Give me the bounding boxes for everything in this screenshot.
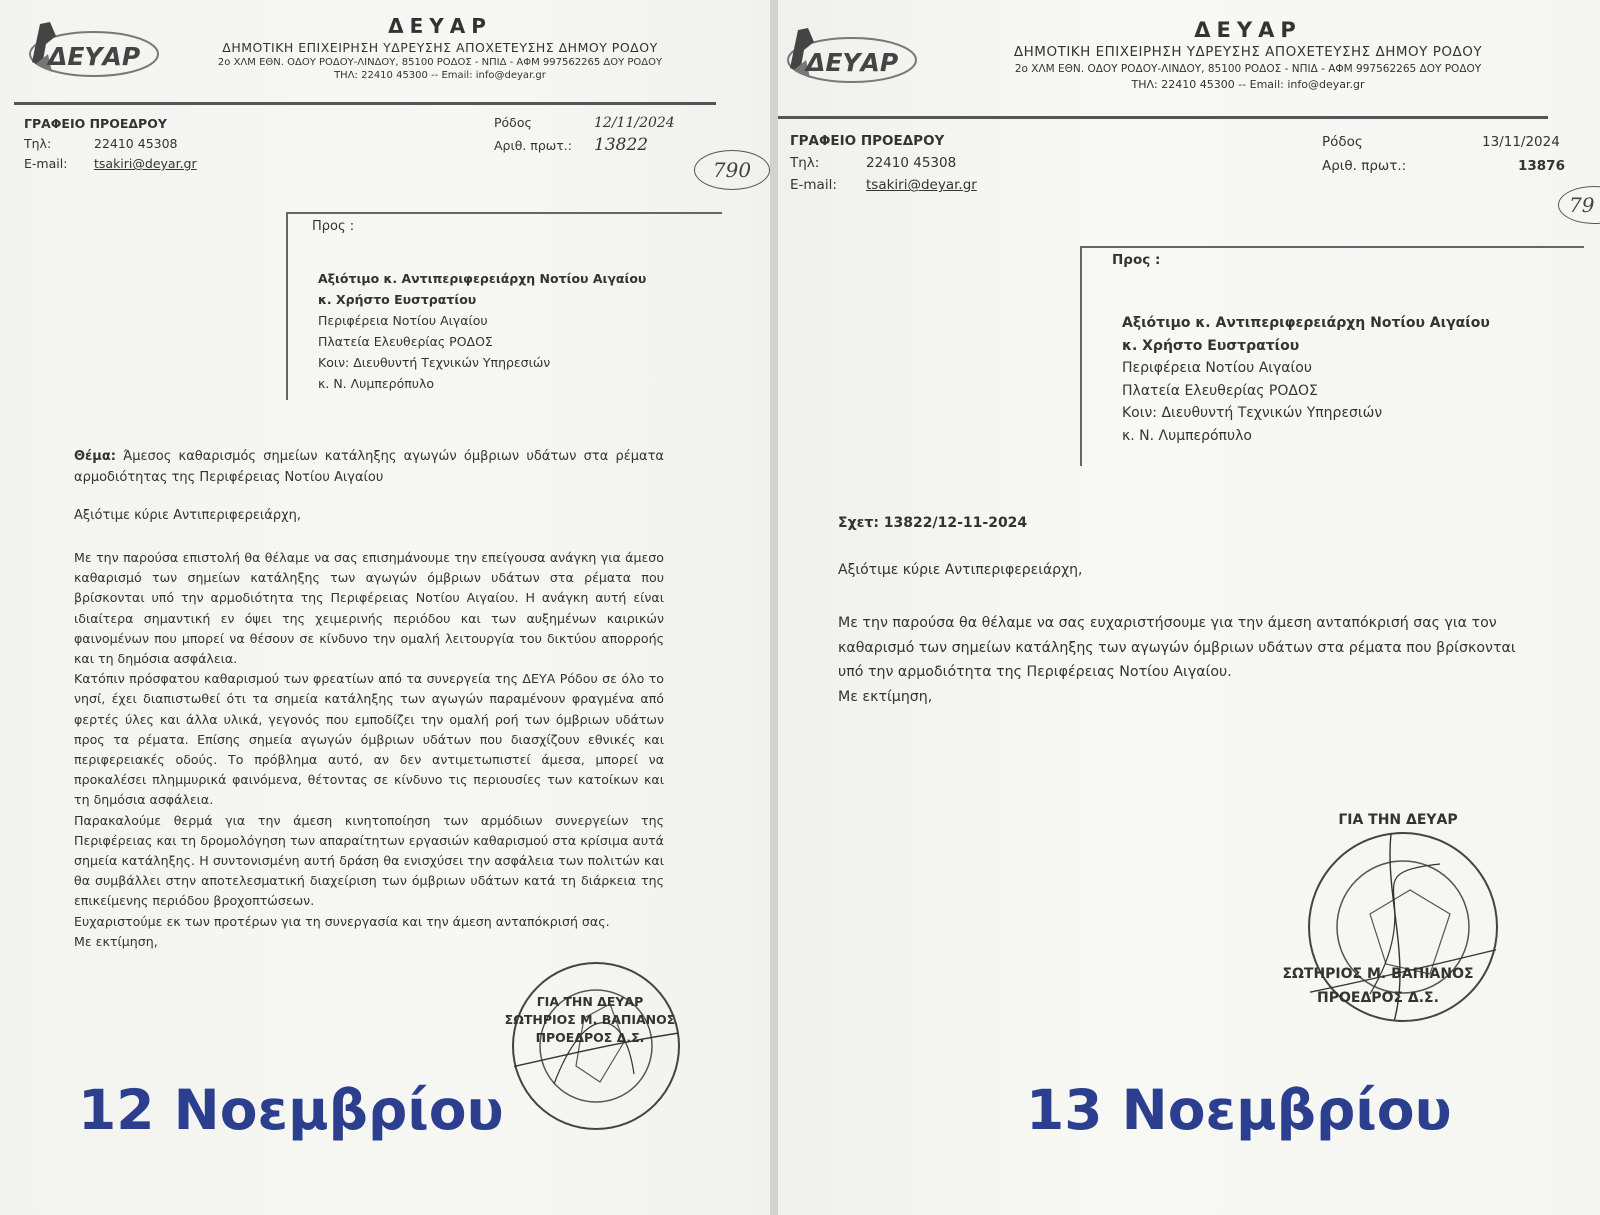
sign-name: ΣΩΤΗΡΙΟΣ Μ. ΒΑΠΙΑΝΟΣ	[1282, 966, 1474, 982]
recipient-address	[1122, 312, 1490, 447]
recipient-line: Πλατεία Ελευθερίας ΡΟΔΟΣ	[318, 334, 493, 349]
sign-title: ΠΡΟΕΔΡΟΣ Δ.Σ.	[1317, 990, 1439, 1006]
to-label: Προς :	[312, 219, 355, 234]
sign-for: ΓΙΑ ΤΗΝ ΔΕΥΑΡ	[536, 994, 644, 1009]
email-label: E-mail:	[24, 156, 68, 171]
subject-label: Θέμα:	[74, 449, 116, 464]
page-divider	[770, 0, 778, 1215]
logo-wordmark: ΔΕΥΑΡ	[806, 48, 899, 77]
recipient-line: Αξιότιμο κ. Αντιπεριφερειάρχη Νοτίου Αιγαίου	[1122, 315, 1490, 331]
caption-date: 12 Νοεμβρίου	[78, 1078, 504, 1142]
date-value: 12/11/2024	[594, 115, 675, 131]
org-header	[190, 14, 690, 81]
org-address: 2ο ΧΛΜ ΕΘΝ. ΟΔΟΥ ΡΟΔΟΥ-ΛΙΝΔΟΥ, 85100 ΡΟΔΟΣ - ΝΠΙΔ - ΑΦΜ 997562265 ΔΟΥ ΡΟΔΟΥ	[217, 57, 663, 68]
frame-corner	[702, 212, 722, 214]
email-value: tsakiri@deyar.gr	[866, 177, 977, 193]
protocol-label: Αριθ. πρωτ.:	[494, 138, 572, 153]
org-full-name: ΔΗΜΟΤΙΚΗ ΕΠΙΧΕΙΡΗΣΗ ΥΔΡΕΥΣΗΣ ΑΠΟΧΕΤΕΥΣΗΣ ΔΗΜΟΥ ΡΟΔΟΥ	[222, 40, 658, 55]
org-header	[978, 18, 1518, 91]
protocol-value: 13876	[1518, 158, 1565, 174]
recipient-address	[318, 268, 646, 394]
body-paragraph: Με την παρούσα θα θέλαμε να σας ευχαριστήσουμε για την άμεση ανταπόκρισή σας για τον καθαρισμό των σημείων κατάληξης των αγωγών όμβριων υδάτων στα ρέματα που βρίσκονται υπό την αρμοδιότητα της Περιφέρειας Νοτίου Αιγαίου.	[838, 615, 1516, 680]
place-label: Ρόδος	[1322, 134, 1363, 150]
handwritten-number: 790	[694, 150, 770, 190]
body-paragraph: Παρακαλούμε θερμά για την άμεση κινητοποίηση των αρμόδιων συνεργείων της Περιφέρειας και τη δρομολόγηση των απαραίτητων εργασιών καθαρισμού στα κρίσιμα αυτά σημεία κατάληξης. Η συντονισμένη αυτή δράση θα ενισχύσει την ασφάλεια των πολιτών και θα συμβάλλει στην αποτελεσματική διαχείριση των όμβριων υδάτων κατά τη διάρκεια της επικείμενης περιόδου βροχοπτώσεων.	[74, 812, 664, 909]
tel-label: Τηλ:	[24, 136, 52, 151]
salutation: Αξιότιμε κύριε Αντιπεριφερειάρχη,	[838, 562, 1083, 578]
date-value: 13/11/2024	[1482, 134, 1560, 150]
date-protocol-block	[1322, 130, 1565, 178]
header-rule	[14, 102, 716, 105]
letter-page-13-nov	[778, 0, 1600, 1215]
sign-for: ΓΙΑ ΤΗΝ ΔΕΥΑΡ	[1338, 812, 1458, 828]
letter-page-12-nov	[0, 0, 770, 1215]
tel-value: 22410 45308	[94, 136, 178, 151]
recipient-line: Περιφέρεια Νοτίου Αιγαίου	[1122, 360, 1312, 376]
org-full-name: ΔΗΜΟΤΙΚΗ ΕΠΙΧΕΙΡΗΣΗ ΥΔΡΕΥΣΗΣ ΑΠΟΧΕΤΕΥΣΗΣ ΔΗΜΟΥ ΡΟΔΟΥ	[1013, 44, 1483, 60]
protocol-label: Αριθ. πρωτ.:	[1322, 158, 1407, 174]
protocol-value: 13822	[594, 135, 649, 155]
recipient-line: Κοιν: Διευθυντή Τεχνικών Υπηρεσιών	[1122, 405, 1383, 421]
place-label: Ρόδος	[494, 115, 532, 130]
org-address: 2ο ΧΛΜ ΕΘΝ. ΟΔΟΥ ΡΟΔΟΥ-ΛΙΝΔΟΥ, 85100 ΡΟΔΟΣ - ΝΠΙΔ - ΑΦΜ 997562265 ΔΟΥ ΡΟΔΟΥ	[1014, 63, 1482, 75]
body-paragraph: Κατόπιν πρόσφατου καθαρισμού των φρεατίων από τα συνεργεία της ΔΕΥΑ Ρόδου σε όλο το νησί, έχει διαπιστωθεί ότι τα σημεία κατάληξης των αγωγών παραμένουν φραγμένα από φερτές ύλες και άλλα υλικά, γεγονός που εμποδίζει την ομαλή ροή των όμβριων υδάτων προς τα ρέματα. Επίσης σημεία αγωγών όμβριων υδάτων που διασχίζουν εθνικές και περιφερειακές οδούς. Το πρόβλημα αυτό, αν δεν αντιμετωπιστεί άμεσα, μπορεί να προκαλέσει πλημμυρικά φαινόμενα, θέτοντας σε κίνδυνο τις περιουσίες των κατοίκων και τη δημόσια ασφάλεια.	[74, 671, 664, 808]
deyar-logo	[780, 20, 920, 90]
recipient-line: κ. Ν. Λυμπερόπυλο	[318, 376, 435, 391]
body-paragraph: Με την παρούσα επιστολή θα θέλαμε να σας επισημάνουμε την επείγουσα ανάγκη για άμεσο καθαρισμό των σημείων κατάληξης των αγωγών όμβριων υδάτων στα ρέματα που βρίσκονται υπό την αρμοδιότητα της Περιφέρειας Νοτίου Αιγαίου. Η ανάγκη αυτή είναι ιδιαίτερα σημαντική εν όψει της χειμερινής περιόδου και των αυξημένων καιρικών φαινομένων που μπορεί να θέσουν σε κίνδυνο την ομαλή λειτουργία του δικτύου απορροής και τη δημόσια ασφάλεια.	[74, 550, 664, 667]
org-contact: ΤΗΛ: 22410 45300 -- Email: info@deyar.gr	[334, 70, 546, 81]
signature-block	[1258, 962, 1498, 1010]
org-short-name: ΔΕΥΑΡ	[388, 14, 492, 38]
tel-value: 22410 45308	[866, 155, 957, 171]
email-value: tsakiri@deyar.gr	[94, 156, 197, 171]
handwritten-number: 79	[1558, 186, 1600, 224]
ref-value: 13822/12-11-2024	[883, 515, 1028, 531]
sign-name: ΣΩΤΗΡΙΟΣ Μ. ΒΑΠΙΑΝΟΣ	[504, 1012, 676, 1027]
letter-body	[74, 548, 664, 952]
date-protocol-block	[494, 112, 675, 157]
sender-block	[24, 114, 197, 174]
sender-block	[790, 130, 977, 196]
body-paragraph: Με εκτίμηση,	[838, 688, 933, 705]
sign-title: ΠΡΟΕΔΡΟΣ Δ.Σ.	[535, 1030, 645, 1045]
recipient-line: κ. Χρήστο Ευστρατίου	[318, 292, 477, 307]
office-name: ΓΡΑΦΕΙΟ ΠΡΟΕΔΡΟΥ	[24, 116, 167, 131]
salutation: Αξιότιμε κύριε Αντιπεριφερειάρχη,	[74, 508, 302, 523]
body-paragraph: Με εκτίμηση,	[74, 933, 158, 949]
deyar-logo	[22, 14, 162, 84]
ref-label: Σχετ:	[838, 515, 879, 531]
subject-text: Άμεσος καθαρισμός σημείων κατάληξης αγωγών όμβριων υδάτων στα ρέματα αρμοδιότητας της Περιφέρειας Νοτίου Αιγαίου	[74, 449, 664, 485]
logo-wordmark: ΔΕΥΑΡ	[48, 42, 141, 71]
org-short-name: ΔΕΥΑΡ	[1194, 18, 1302, 42]
header-rule	[778, 116, 1548, 119]
recipient-line: κ. Χρήστο Ευστρατίου	[1122, 337, 1300, 354]
recipient-line: κ. Ν. Λυμπερόπυλο	[1122, 427, 1252, 444]
to-label: Προς :	[1112, 252, 1161, 268]
caption-date: 13 Νοεμβρίου	[1026, 1078, 1452, 1142]
office-name: ΓΡΑΦΕΙΟ ΠΡΟΕΔΡΟΥ	[790, 133, 945, 149]
recipient-line: Περιφέρεια Νοτίου Αιγαίου	[318, 313, 488, 328]
subject-line	[74, 446, 664, 488]
tel-label: Τηλ:	[790, 155, 820, 171]
recipient-line: Αξιότιμο κ. Αντιπεριφερειάρχη Νοτίου Αιγαίου	[318, 271, 647, 286]
recipient-line: Πλατεία Ελευθερίας ΡΟΔΟΣ	[1122, 382, 1318, 399]
recipient-line: Κοιν: Διευθυντή Τεχνικών Υπηρεσιών	[318, 355, 551, 370]
signature-block	[490, 993, 690, 1047]
email-label: E-mail:	[790, 177, 837, 193]
frame-corner	[1564, 246, 1584, 248]
letter-body	[838, 611, 1528, 709]
org-contact: ΤΗΛ: 22410 45300 -- Email: info@deyar.gr	[1131, 78, 1365, 91]
reference-line	[838, 515, 1027, 531]
body-paragraph: Ευχαριστούμε εκ των προτέρων για τη συνεργασία και την άμεση ανταπόκρισή σας.	[74, 913, 610, 929]
